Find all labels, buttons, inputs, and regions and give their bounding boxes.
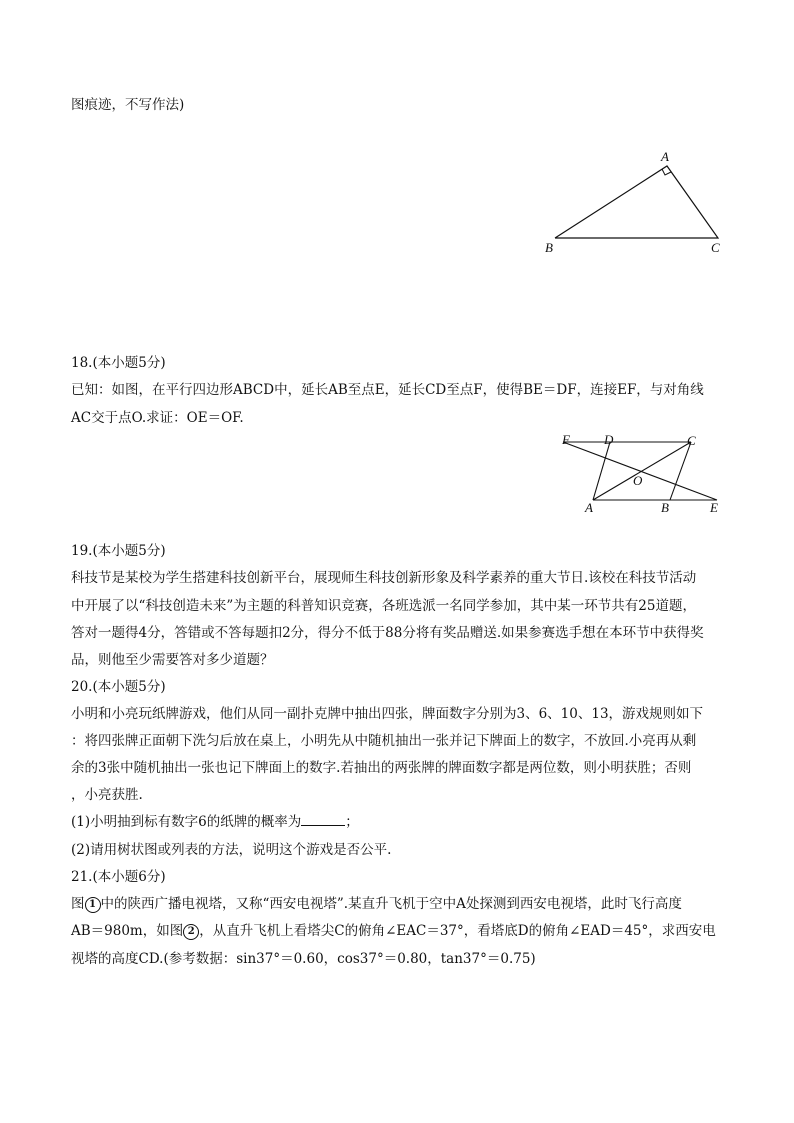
label-c: C	[711, 240, 720, 255]
q21-line2-start: AB＝980m，如图	[71, 923, 184, 939]
q21-line1	[71, 895, 682, 913]
q21-header: 21.(本小题6分)	[71, 869, 166, 885]
label-b: B	[661, 500, 669, 515]
q19-line2: 中开展了以“科技创造未来”为主题的科普知识竞赛，各班选派一名同学参加，其中某一环节共有25道题，	[71, 598, 696, 614]
label-f: F	[562, 432, 570, 447]
q18-line2: AC交于点O.求证：OE＝OF.	[71, 410, 244, 426]
q21-line1-start: 图	[71, 896, 85, 912]
segment-fe	[563, 442, 717, 500]
q20-sub2: (2)请用树状图或列表的方法，说明这个游戏是否公平.	[71, 842, 392, 858]
q21-line2-rest: ，从直升飞机上看塔尖C的俯角∠EAC＝37°，看塔底D的俯角∠EAD＝45°，求西安电	[199, 923, 716, 939]
q20-sub1	[71, 813, 359, 831]
q20-sub1-text: (1)小明抽到标有数字6的纸牌的概率为	[71, 814, 302, 830]
q21-line2	[71, 922, 716, 940]
circled-1: 1	[85, 897, 101, 913]
q19-line1: 科技节是某校为学生搭建科技创新平台，展现师生科技创新形象及科学素养的重大节日.该校在科技节活动	[71, 570, 697, 586]
q20-sub1-end: ；	[345, 814, 359, 830]
triangle-abc	[555, 166, 718, 238]
q19-line3: 答对一题得4分，答错或不答每题扣2分，得分不低于88分将有奖品赠送.如果参赛选手想在本环节中获得奖	[71, 625, 704, 641]
label-b: B	[545, 240, 553, 255]
q21-line3: 视塔的高度CD.(参考数据：sin37°＝0.60，cos37°＝0.80，tan37°＝0.75)	[71, 951, 536, 967]
q19-line4: 品，则他至少需要答对多少道题？	[71, 652, 274, 668]
label-a: A	[585, 500, 593, 515]
q18-header: 18.(本小题5分)	[71, 355, 166, 371]
label-e: E	[710, 500, 718, 515]
q18-parallelogram-figure	[555, 430, 735, 520]
q19-header: 19.(本小题5分)	[71, 543, 166, 559]
q20-line2: ：将四张牌正面朝下洗匀后放在桌上，小明先从中随机抽出一张并记下牌面上的数字，不放回.小亮再从剩	[71, 733, 697, 749]
label-d: D	[604, 432, 614, 447]
q17-tail-text: 图痕迹，不写作法)	[71, 97, 185, 113]
answer-blank	[301, 813, 345, 826]
circled-2: 2	[183, 924, 199, 940]
q20-header: 20.(本小题5分)	[71, 679, 166, 695]
q20-line4: ，小亮获胜.	[71, 787, 143, 803]
q21-line1-rest: 中的陕西广播电视塔，又称“西安电视塔”.某直升飞机于空中A处探测到西安电视塔，此时飞行高度	[100, 896, 682, 912]
label-a: A	[661, 149, 669, 164]
label-c: C	[687, 433, 696, 448]
q20-line3: 余的3张中随机抽出一张也记下牌面上的数字.若抽出的两张牌的牌面数字都是两位数，则小明获胜；否则	[71, 760, 692, 776]
side-cb	[670, 442, 691, 500]
q18-line1: 已知：如图，在平行四边形ABCD中，延长AB至点E，延长CD至点F，使得BE＝DF，连接EF，与对角线	[71, 382, 704, 398]
q17-triangle-figure	[540, 148, 730, 258]
label-o: O	[633, 473, 643, 488]
q20-line1: 小明和小亮玩纸牌游戏，他们从同一副扑克牌中抽出四张，牌面数字分别为3、6、10、13，游戏规则如下	[71, 706, 704, 722]
